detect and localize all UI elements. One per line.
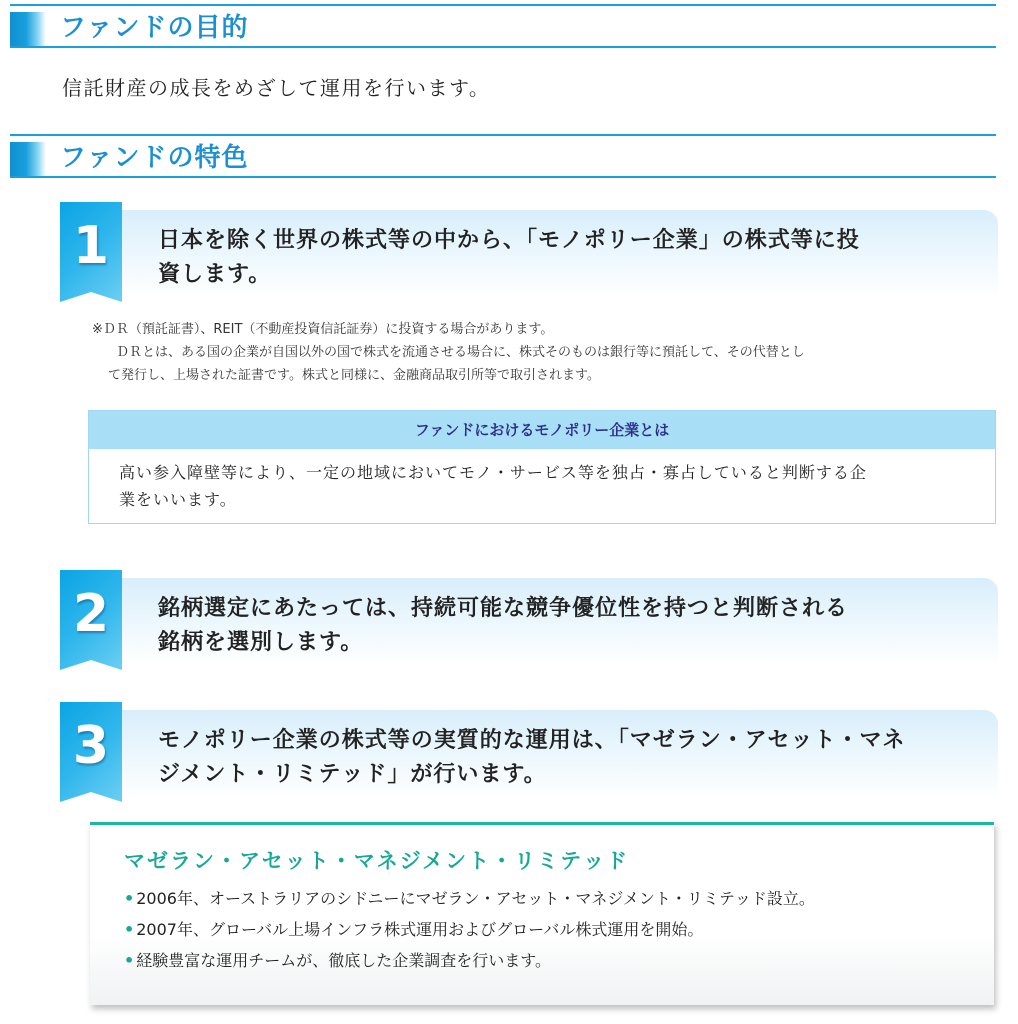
feature-text-line: 銘柄選定にあたっては、持続可能な競争優位性を持つと判断される	[158, 596, 849, 621]
feature-text-line: ジメント・リミテッド」が行います。	[158, 762, 547, 787]
monopoly-box-body	[89, 449, 995, 523]
header-accent-bar	[10, 142, 46, 176]
manager-info-box	[90, 822, 994, 1005]
bullet-icon: •	[124, 889, 135, 908]
feature-text	[158, 224, 988, 292]
feature-item-2	[60, 578, 998, 666]
header-top-line	[10, 4, 996, 6]
feature-text-line: 資します。	[158, 262, 272, 287]
dr-note	[92, 318, 1002, 387]
features-section-header	[10, 134, 996, 178]
note-line: ※ＤＲ（預託証書）、REIT（不動産投資信託証券）に投資する場合があります。	[92, 322, 554, 337]
feature-item-3	[60, 710, 998, 798]
list-item	[124, 914, 815, 945]
monopoly-box-line: 業をいいます。	[119, 490, 237, 509]
bullet-icon: •	[124, 951, 135, 970]
purpose-heading: ファンドの目的	[60, 13, 249, 43]
header-bottom-line	[10, 176, 996, 178]
feature-number: 2	[72, 584, 110, 644]
feature-text-line: モノポリー企業の株式等の実質的な運用は、「マゼラン・アセット・マネ	[158, 728, 906, 753]
purpose-text: 信託財産の成長をめざして運用を行います。	[62, 76, 491, 100]
monopoly-definition-box	[88, 410, 996, 524]
feature-text-line: 日本を除く世界の株式等の中から、「モノポリー企業」の株式等に投	[158, 228, 860, 253]
monopoly-box-title: ファンドにおけるモノポリー企業とは	[89, 411, 995, 449]
list-item	[124, 883, 815, 914]
header-bottom-line	[10, 46, 996, 48]
note-line: ＤＲとは、ある国の企業が自国以外の国で株式を流通させる場合に、株式そのものは銀行等に預託して、その代替とし	[116, 345, 805, 360]
feature-number: 1	[72, 216, 110, 276]
feature-text-line: 銘柄を選別します。	[158, 630, 364, 655]
manager-box-title: マゼラン・アセット・マネジメント・リミテッド	[124, 849, 630, 873]
feature-number: 3	[72, 716, 110, 776]
list-item	[124, 945, 815, 976]
features-heading: ファンドの特色	[60, 143, 249, 173]
list-item-text: 2007年、グローバル上場インフラ株式運用およびグローバル株式運用を開始。	[136, 920, 704, 939]
feature-text	[158, 592, 988, 660]
bullet-icon: •	[124, 920, 135, 939]
manager-fact-list	[124, 883, 815, 976]
list-item-text: 経験豊富な運用チームが、徹底した企業調査を行います。	[136, 951, 551, 970]
feature-text	[158, 724, 988, 792]
purpose-section-header	[10, 4, 996, 48]
header-accent-bar	[10, 12, 46, 46]
monopoly-box-line: 高い参入障壁等により、一定の地域においてモノ・サービス等を独占・寡占していると判断する企	[119, 463, 867, 482]
note-line: て発行し、上場された証書です。株式と同様に、金融商品取引所等で取引されます。	[108, 368, 600, 383]
header-top-line	[10, 134, 996, 136]
list-item-text: 2006年、オーストラリアのシドニーにマゼラン・アセット・マネジメント・リミテッド設立。	[136, 889, 815, 908]
feature-item-1	[60, 210, 998, 298]
